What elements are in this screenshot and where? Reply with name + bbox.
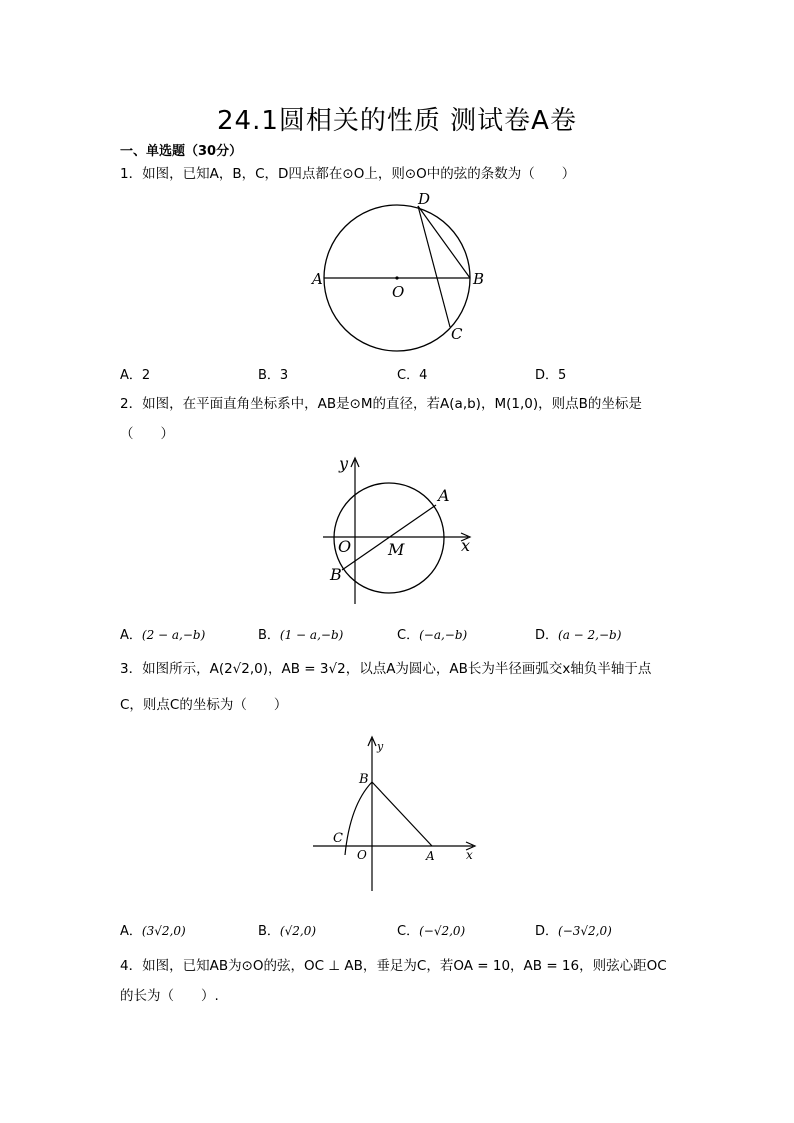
label-C: C <box>333 831 343 846</box>
label-B: B <box>473 270 485 288</box>
question-1-figure <box>300 188 500 358</box>
q1-option-d[interactable]: D．5 <box>535 368 567 383</box>
label-B: B <box>330 565 342 584</box>
q3-option-c[interactable]: C．(−√2,0) <box>397 924 466 939</box>
question-4-text: 4．如图，已知AB为⊙O的弦，OC ⊥ AB，垂足为C，若OA = 10，AB = 16，则弦心距OC <box>120 958 667 974</box>
question-2-text: 2．如图，在平面直角坐标系中，AB是⊙M的直径，若A(a,b)，M(1,0)，则点B的坐标是 <box>120 396 642 412</box>
q2-option-c[interactable]: C．(−a,−b) <box>397 628 468 643</box>
q1-option-b[interactable]: B．3 <box>258 368 289 383</box>
label-O: O <box>392 283 405 301</box>
question-1-text: 1．如图，已知A，B，C，D四点都在⊙O上，则⊙O中的弦的条数为（ ） <box>120 166 576 182</box>
page-title: 24.1圆相关的性质 测试卷A卷 <box>217 106 577 136</box>
label-D: D <box>418 190 431 208</box>
q1-option-a[interactable]: A．2 <box>120 368 151 383</box>
label-A: A <box>438 486 450 505</box>
q3-option-b[interactable]: B．(√2,0) <box>258 924 317 939</box>
label-x: x <box>461 536 471 555</box>
q3-option-d[interactable]: D．(−3√2,0) <box>535 924 612 939</box>
label-O: O <box>338 537 352 556</box>
q2-option-b[interactable]: B．(1 − a,−b) <box>258 628 344 643</box>
question-2-figure <box>318 452 478 610</box>
q1-option-c[interactable]: C．4 <box>397 368 428 383</box>
label-M: M <box>388 540 405 559</box>
label-y: y <box>377 740 384 753</box>
section-heading: 一、单选题（30分） <box>120 144 243 159</box>
question-4-text-cont: 的长为（ ）. <box>120 988 219 1004</box>
label-y: y <box>339 454 349 473</box>
label-B: B <box>359 772 369 787</box>
q3-option-a[interactable]: A．(3√2,0) <box>120 924 186 939</box>
label-C: C <box>451 325 463 343</box>
label-x: x <box>466 848 473 862</box>
question-3-figure <box>310 733 480 895</box>
question-3-text: 3．如图所示，A(2√2,0)，AB = 3√2，以点A为圆心，AB长为半径画弧交x轴负半轴于点 <box>120 661 652 677</box>
label-A: A <box>312 270 323 288</box>
label-A: A <box>426 849 435 863</box>
q2-option-d[interactable]: D．(a − 2,−b) <box>535 628 622 643</box>
question-3-text-cont: C，则点C的坐标为（ ） <box>120 697 288 713</box>
question-2-text-cont: （ ） <box>120 426 174 442</box>
q2-option-a[interactable]: A．(2 − a,−b) <box>120 628 206 643</box>
label-O: O <box>357 848 367 862</box>
